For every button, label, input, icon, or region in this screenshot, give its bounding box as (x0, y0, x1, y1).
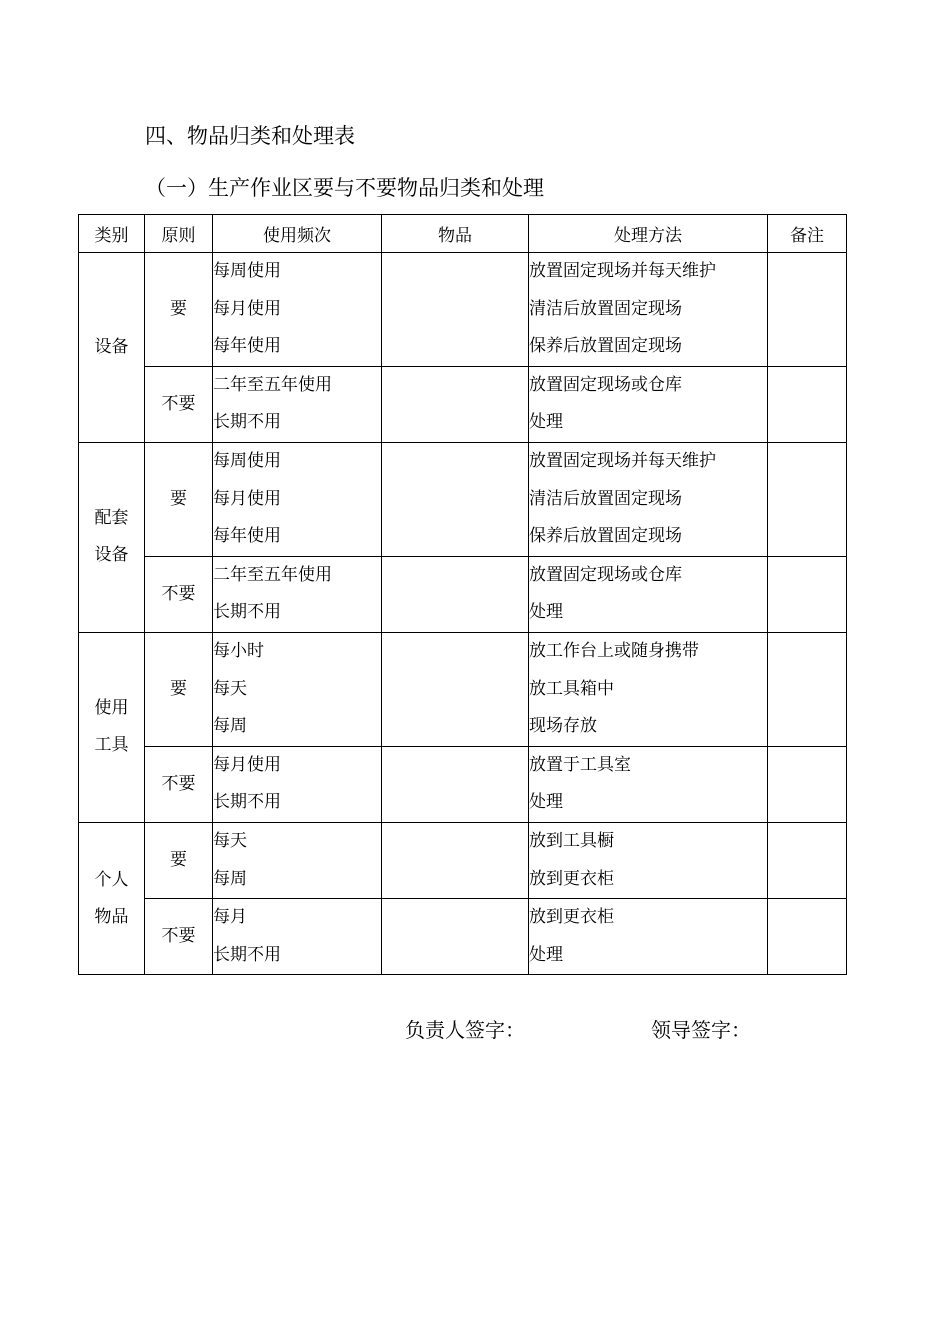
method-cell (529, 253, 768, 367)
frequency-line: 每周使用 (213, 261, 281, 281)
frequency-line: 长期不用 (213, 944, 281, 965)
frequency-line: 二年至五年使用 (213, 374, 332, 395)
principle-cell: 要 (145, 822, 213, 898)
items-cell (382, 822, 529, 898)
table-row (79, 632, 847, 746)
frequency-line: 长期不用 (213, 602, 281, 623)
method-line: 放工作台上或随身携带 (529, 640, 699, 661)
frequency-line: 每周 (213, 868, 247, 889)
method-line: 放到工具橱 (529, 830, 614, 851)
frequency-line: 每天 (213, 678, 247, 699)
items-cell (382, 746, 529, 822)
method-line: 清洁后放置固定现场 (529, 488, 682, 509)
method-line: 清洁后放置固定现场 (529, 298, 682, 319)
table-row (79, 556, 847, 632)
frequency-cell (213, 632, 382, 746)
table-body (79, 253, 847, 975)
table-row (79, 822, 847, 898)
subsection-heading: （一）生产作业区要与不要物品归类和处理 (145, 176, 544, 200)
method-line: 放置固定现场并每天维护 (529, 450, 716, 471)
header-category: 类别 (79, 215, 145, 253)
items-cell (382, 899, 529, 975)
frequency-cell (213, 899, 382, 975)
notes-cell (768, 746, 847, 822)
frequency-cell (213, 746, 382, 822)
frequency-line: 长期不用 (213, 792, 281, 813)
principle-cell: 不要 (145, 746, 213, 822)
items-cell (382, 366, 529, 442)
frequency-cell (213, 822, 382, 898)
category-name-line: 设备 (94, 336, 129, 357)
category-name-line: 配套 (94, 508, 129, 529)
table-row (79, 899, 847, 975)
items-cell (382, 632, 529, 746)
category-name-line: 设备 (94, 545, 129, 566)
notes-cell (768, 366, 847, 442)
responsible-signature-label: 负责人签字： (405, 1018, 525, 1042)
frequency-line: 每年使用 (213, 336, 281, 357)
leader-signature-label: 领导签字： (651, 1018, 751, 1042)
frequency-line: 每小时 (213, 640, 264, 661)
category-name-line: 个人 (94, 869, 129, 890)
method-cell (529, 899, 768, 975)
principle-cell: 不要 (145, 899, 213, 975)
notes-cell (768, 253, 847, 367)
method-line: 放置固定现场并每天维护 (529, 261, 716, 281)
items-cell (382, 556, 529, 632)
frequency-cell (213, 442, 382, 556)
method-line: 处理 (529, 944, 563, 965)
frequency-line: 每月使用 (213, 754, 281, 775)
method-line: 放置固定现场或仓库 (529, 564, 682, 585)
category-cell (79, 442, 145, 632)
principle-cell: 不要 (145, 556, 213, 632)
frequency-line: 每周使用 (213, 450, 281, 471)
category-cell (79, 822, 145, 974)
frequency-cell (213, 253, 382, 367)
frequency-cell (213, 556, 382, 632)
method-cell (529, 442, 768, 556)
category-name-line: 使用 (94, 698, 129, 719)
frequency-line: 每月使用 (213, 298, 281, 319)
item-classification-table (78, 214, 847, 975)
frequency-line: 每年使用 (213, 526, 281, 547)
method-line: 处理 (529, 412, 563, 433)
method-line: 放工具箱中 (529, 678, 614, 699)
method-line: 放置于工具室 (529, 754, 631, 775)
table-row (79, 442, 847, 556)
header-principle: 原则 (145, 215, 213, 253)
frequency-line: 每月 (213, 907, 247, 928)
header-method: 处理方法 (529, 215, 768, 253)
table-header-row (79, 215, 847, 253)
items-cell (382, 442, 529, 556)
table-row (79, 746, 847, 822)
table-row (79, 253, 847, 367)
category-cell (79, 253, 145, 443)
category-name-line: 物品 (94, 906, 129, 927)
method-line: 放到更衣柜 (529, 907, 614, 928)
items-cell (382, 253, 529, 367)
frequency-cell (213, 366, 382, 442)
frequency-line: 每天 (213, 830, 247, 851)
method-line: 保养后放置固定现场 (529, 336, 682, 357)
method-line: 保养后放置固定现场 (529, 526, 682, 547)
section-heading: 四、物品归类和处理表 (145, 124, 355, 148)
method-line: 现场存放 (529, 716, 597, 737)
notes-cell (768, 899, 847, 975)
method-line: 处理 (529, 792, 563, 813)
principle-cell: 要 (145, 442, 213, 556)
frequency-line: 每月使用 (213, 488, 281, 509)
principle-cell: 要 (145, 253, 213, 367)
notes-cell (768, 632, 847, 746)
category-name-line: 工具 (94, 735, 129, 756)
principle-cell: 不要 (145, 366, 213, 442)
method-cell (529, 556, 768, 632)
header-items: 物品 (382, 215, 529, 253)
method-cell (529, 366, 768, 442)
header-frequency: 使用频次 (213, 215, 382, 253)
method-line: 处理 (529, 602, 563, 623)
notes-cell (768, 442, 847, 556)
method-cell (529, 746, 768, 822)
notes-cell (768, 556, 847, 632)
category-cell (79, 632, 145, 822)
table-row (79, 366, 847, 442)
frequency-line: 每周 (213, 716, 247, 737)
header-notes: 备注 (768, 215, 847, 253)
method-cell (529, 632, 768, 746)
method-cell (529, 822, 768, 898)
notes-cell (768, 822, 847, 898)
method-line: 放到更衣柜 (529, 868, 614, 889)
method-line: 放置固定现场或仓库 (529, 374, 682, 395)
frequency-line: 长期不用 (213, 412, 281, 433)
frequency-line: 二年至五年使用 (213, 564, 332, 585)
principle-cell: 要 (145, 632, 213, 746)
